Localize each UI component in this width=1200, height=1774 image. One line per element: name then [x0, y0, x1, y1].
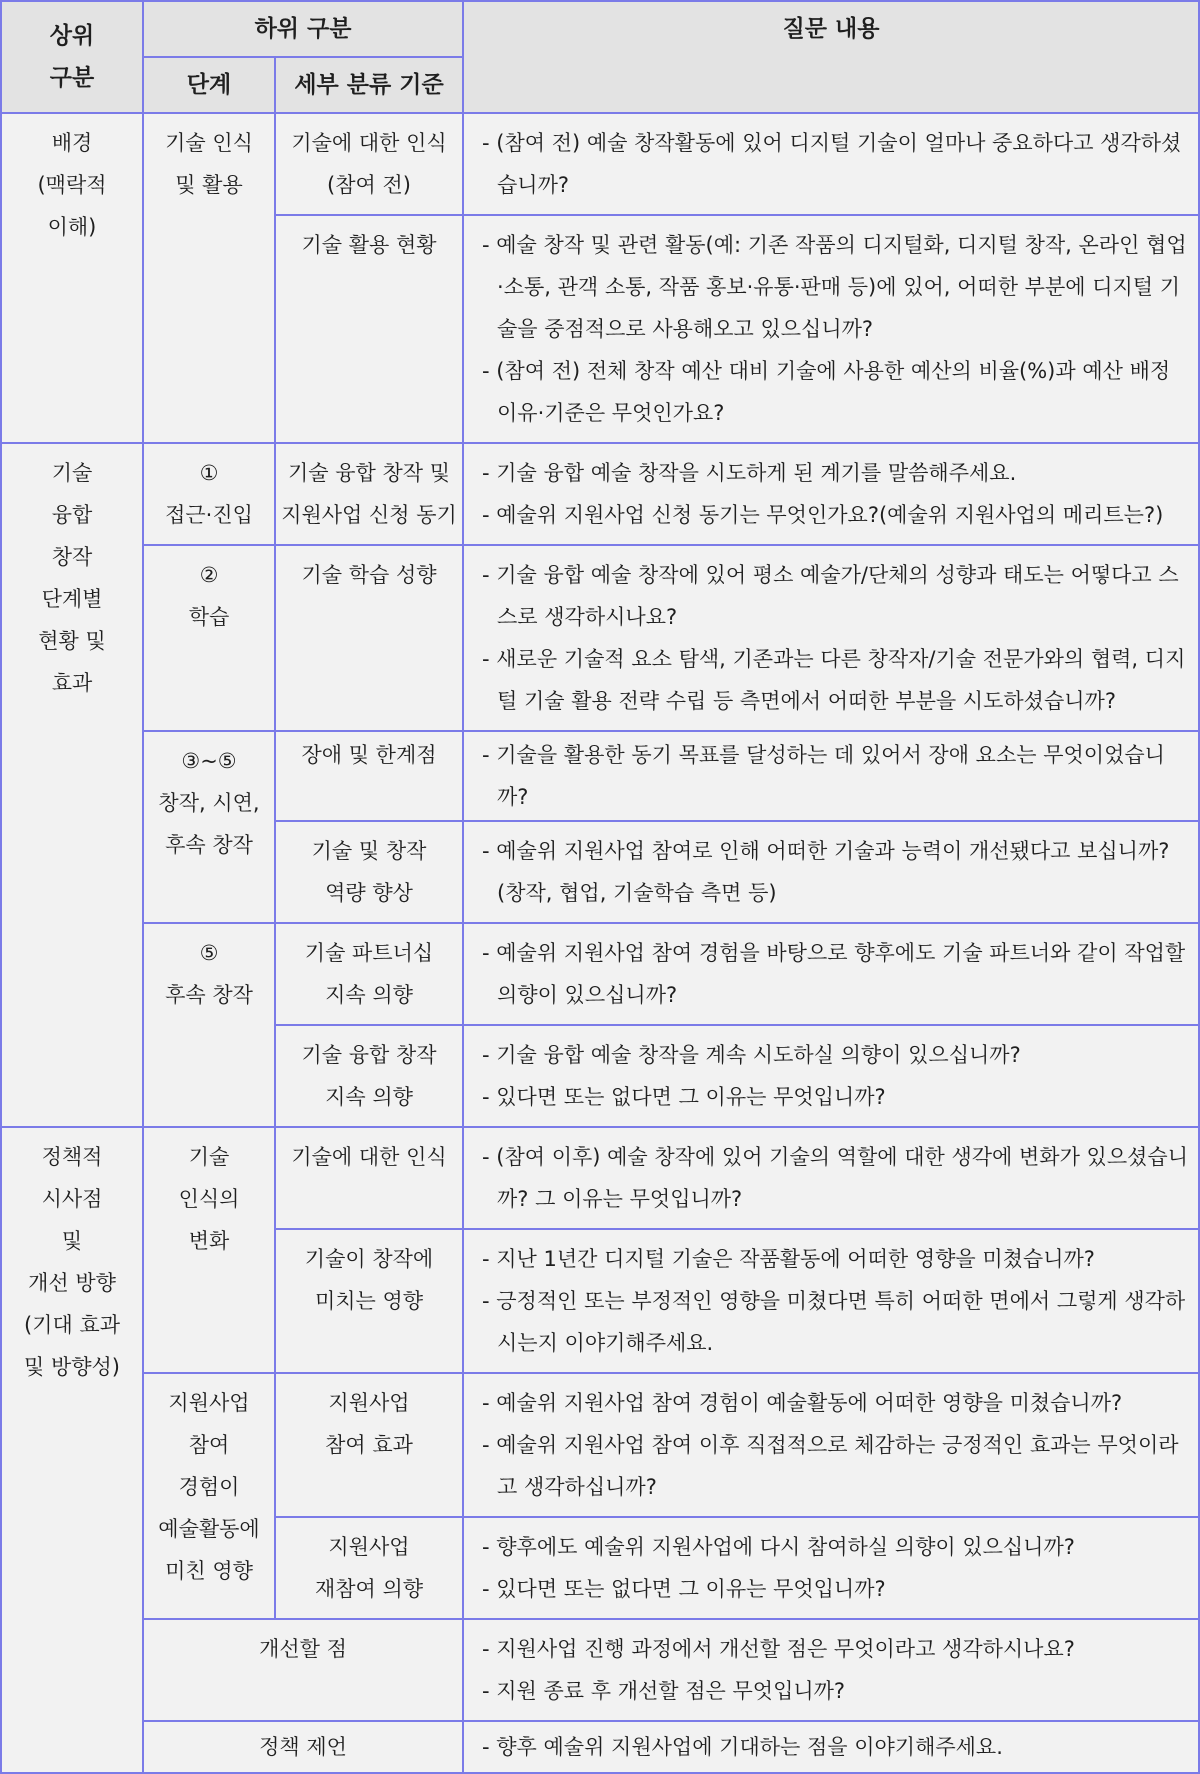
question-item: - 기술 융합 예술 창작에 있어 평소 예술가/단체의 성향과 태도는 어떻다고 스스로 생각하시나요? — [482, 563, 1179, 629]
question-item: - 지원 종료 후 개선할 점은 무엇입니까? — [482, 1679, 846, 1703]
criteria-cell: 지원사업 재참여 의향 — [275, 1517, 463, 1619]
table-row — [1, 1619, 1199, 1721]
question-cell — [463, 1517, 1199, 1619]
question-item: - 기술을 활용한 동기 목표를 달성하는 데 있어서 장애 요소는 무엇이었습니까? — [482, 743, 1165, 809]
question-item: - (참여 전) 전체 창작 예산 대비 기술에 사용한 예산의 비율(%)과 예산 배정 이유·기준은 무엇인가요? — [482, 359, 1171, 425]
table-row — [1, 545, 1199, 731]
table-row — [1, 443, 1199, 545]
header-stage: 단계 — [143, 57, 275, 113]
criteria-cell: 기술 파트너십 지속 의향 — [275, 923, 463, 1025]
table-row — [1, 113, 1199, 215]
stage-cell: ⑤ 후속 창작 — [143, 923, 275, 1127]
stage-cell: ② 학습 — [143, 545, 275, 731]
header-detail-criteria: 세부 분류 기준 — [275, 57, 463, 113]
question-cell — [463, 731, 1199, 821]
question-cell — [463, 821, 1199, 923]
table-row — [1, 1721, 1199, 1773]
top-category-cell: 기술 융합 창작 단계별 현황 및 효과 — [1, 443, 143, 1127]
criteria-cell: 기술에 대한 인식 (참여 전) — [275, 113, 463, 215]
table-row — [1, 923, 1199, 1025]
criteria-cell: 기술 및 창작 역량 향상 — [275, 821, 463, 923]
question-cell — [463, 215, 1199, 443]
criteria-cell: 기술 융합 창작 지속 의향 — [275, 1025, 463, 1127]
question-item: - 있다면 또는 없다면 그 이유는 무엇입니까? — [482, 1085, 886, 1109]
stage-cell: ① 접근·진입 — [143, 443, 275, 545]
question-item: - (참여 이후) 예술 창작에 있어 기술의 역할에 대한 생각에 변화가 있으셨습니까? 그 이유는 무엇입니까? — [482, 1145, 1188, 1211]
criteria-cell: 기술에 대한 인식 — [275, 1127, 463, 1229]
stage-cell: ③~⑤ 창작, 시연, 후속 창작 — [143, 731, 275, 923]
merged-criteria-cell: 개선할 점 — [143, 1619, 463, 1721]
question-item: - 예술위 지원사업 참여 경험을 바탕으로 향후에도 기술 파트너와 같이 작업할 의향이 있으십니까? — [482, 941, 1186, 1007]
stage-cell: 지원사업 참여 경험이 예술활동에 미친 영향 — [143, 1373, 275, 1619]
criteria-cell: 기술 학습 성향 — [275, 545, 463, 731]
question-cell — [463, 1721, 1199, 1773]
question-item: - 예술위 지원사업 참여 이후 직접적으로 체감하는 긍정적인 효과는 무엇이라고 생각하십니까? — [482, 1433, 1179, 1499]
criteria-cell: 지원사업 참여 효과 — [275, 1373, 463, 1517]
top-category-cell: 배경 (맥락적 이해) — [1, 113, 143, 443]
question-item: - 새로운 기술적 요소 탐색, 기존과는 다른 창작자/기술 전문가와의 협력, 디지털 기술 활용 전략 수립 등 측면에서 어떠한 부분을 시도하셨습니까? — [482, 647, 1186, 713]
merged-criteria-cell: 정책 제언 — [143, 1721, 463, 1773]
question-cell — [463, 923, 1199, 1025]
criteria-cell: 장애 및 한계점 — [275, 731, 463, 821]
question-cell — [463, 1025, 1199, 1127]
question-item: - 지원사업 진행 과정에서 개선할 점은 무엇이라고 생각하시나요? — [482, 1637, 1075, 1661]
table-row — [1, 1127, 1199, 1229]
stage-cell: 기술 인식 및 활용 — [143, 113, 275, 443]
question-item: - 기술 융합 예술 창작을 계속 시도하실 의향이 있으십니까? — [482, 1043, 1021, 1067]
question-item: - 기술 융합 예술 창작을 시도하게 된 계기를 말씀해주세요. — [482, 461, 1017, 485]
question-cell — [463, 545, 1199, 731]
question-item: - 예술위 지원사업 참여로 인해 어떠한 기술과 능력이 개선됐다고 보십니까? (창작, 협업, 기술학습 측면 등) — [482, 839, 1170, 905]
question-item: - 지난 1년간 디지털 기술은 작품활동에 어떠한 영향을 미쳤습니까? — [482, 1247, 1095, 1271]
header-top-category: 상위 구분 — [1, 1, 143, 113]
question-item: - 있다면 또는 없다면 그 이유는 무엇입니까? — [482, 1577, 886, 1601]
question-item: - 예술 창작 및 관련 활동(예: 기존 작품의 디지털화, 디지털 창작, 온라인 협업·소통, 관객 소통, 작품 홍보·유통·판매 등)에 있어, 어떠한 부분에 디지털 기술을 중점적으로 사용해오고 있으십니까? — [482, 233, 1187, 341]
question-item: - 예술위 지원사업 신청 동기는 무엇인가요?(예술위 지원사업의 메리트는?) — [482, 503, 1164, 527]
stage-cell: 기술 인식의 변화 — [143, 1127, 275, 1373]
question-item: - 예술위 지원사업 참여 경험이 예술활동에 어떠한 영향을 미쳤습니까? — [482, 1391, 1123, 1415]
top-category-cell: 정책적 시사점 및 개선 방향 (기대 효과 및 방향성) — [1, 1127, 143, 1773]
table-row — [1, 731, 1199, 821]
criteria-cell: 기술 융합 창작 및 지원사업 신청 동기 — [275, 443, 463, 545]
question-cell — [463, 1127, 1199, 1229]
question-cell — [463, 1229, 1199, 1373]
criteria-cell: 기술이 창작에 미치는 영향 — [275, 1229, 463, 1373]
question-item: - 향후 예술위 지원사업에 기대하는 점을 이야기해주세요. — [482, 1735, 1003, 1759]
table-row — [1, 1373, 1199, 1517]
header-question-content: 질문 내용 — [463, 1, 1199, 113]
question-cell — [463, 113, 1199, 215]
question-cell — [463, 1373, 1199, 1517]
criteria-cell: 기술 활용 현황 — [275, 215, 463, 443]
question-cell — [463, 1619, 1199, 1721]
question-cell — [463, 443, 1199, 545]
question-item: - (참여 전) 예술 창작활동에 있어 디지털 기술이 얼마나 중요하다고 생각하셨습니까? — [482, 131, 1182, 197]
question-item: - 긍정적인 또는 부정적인 영향을 미쳤다면 특히 어떠한 면에서 그렇게 생각하시는지 이야기해주세요. — [482, 1289, 1186, 1355]
header-sub-category: 하위 구분 — [143, 1, 463, 57]
question-item: - 향후에도 예술위 지원사업에 다시 참여하실 의향이 있으십니까? — [482, 1535, 1075, 1559]
